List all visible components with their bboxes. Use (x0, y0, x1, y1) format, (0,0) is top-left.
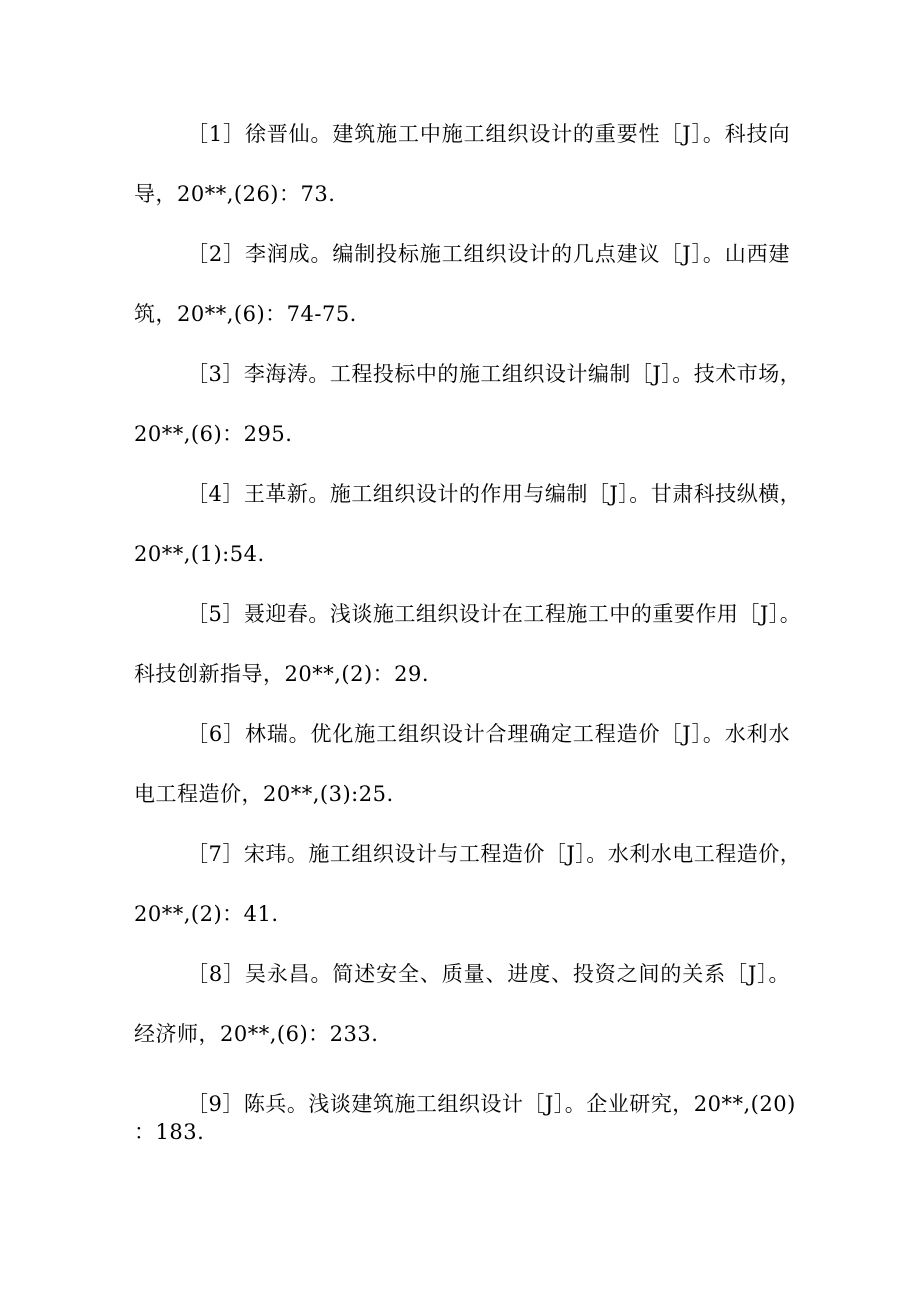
reference-line-2: 导，20**,(26)：73. (134, 182, 336, 206)
reference-line-1: ［6］林瑞。优化施工组织设计合理确定工程造价［J］。水利水 (187, 722, 790, 746)
reference-line-1: ［3］李海涛。工程投标中的施工组织设计编制［J］。技术市场， (187, 362, 802, 386)
reference-line-1: ［4］王革新。施工组织设计的作用与编制［J］。甘肃科技纵横， (187, 482, 802, 506)
reference-line-2: 20**,(1):54. (134, 542, 265, 566)
reference-line-2: 20**,(6)：295. (134, 422, 293, 446)
reference-line-2: 经济师，20**,(6)：233. (134, 1022, 379, 1046)
reference-line-1: ［1］徐晋仙。建筑施工中施工组织设计的重要性［J］。科技向 (187, 122, 790, 146)
reference-line-2: ：183. (134, 1120, 205, 1144)
reference-line-2: 筑，20**,(6)：74-75. (134, 302, 357, 326)
reference-line-2: 电工程造价，20**,(3):25. (134, 782, 394, 806)
reference-line-1: ［8］吴永昌。简述安全、质量、进度、投资之间的关系［J］。 (187, 962, 790, 986)
reference-line-2: 20**,(2)：41. (134, 902, 279, 926)
reference-line-1: ［2］李润成。编制投标施工组织设计的几点建议［J］。山西建 (187, 242, 790, 266)
reference-line-1: ［7］宋玮。施工组织设计与工程造价［J］。水利水电工程造价， (187, 842, 802, 866)
reference-line-2: 科技创新指导，20**,(2)：29. (134, 662, 430, 686)
reference-line-1: ［5］聂迎春。浅谈施工组织设计在工程施工中的重要作用［J］。 (187, 602, 802, 626)
reference-line-1: ［9］陈兵。浅谈建筑施工组织设计［J］。企业研究，20**,(20) (187, 1092, 796, 1116)
